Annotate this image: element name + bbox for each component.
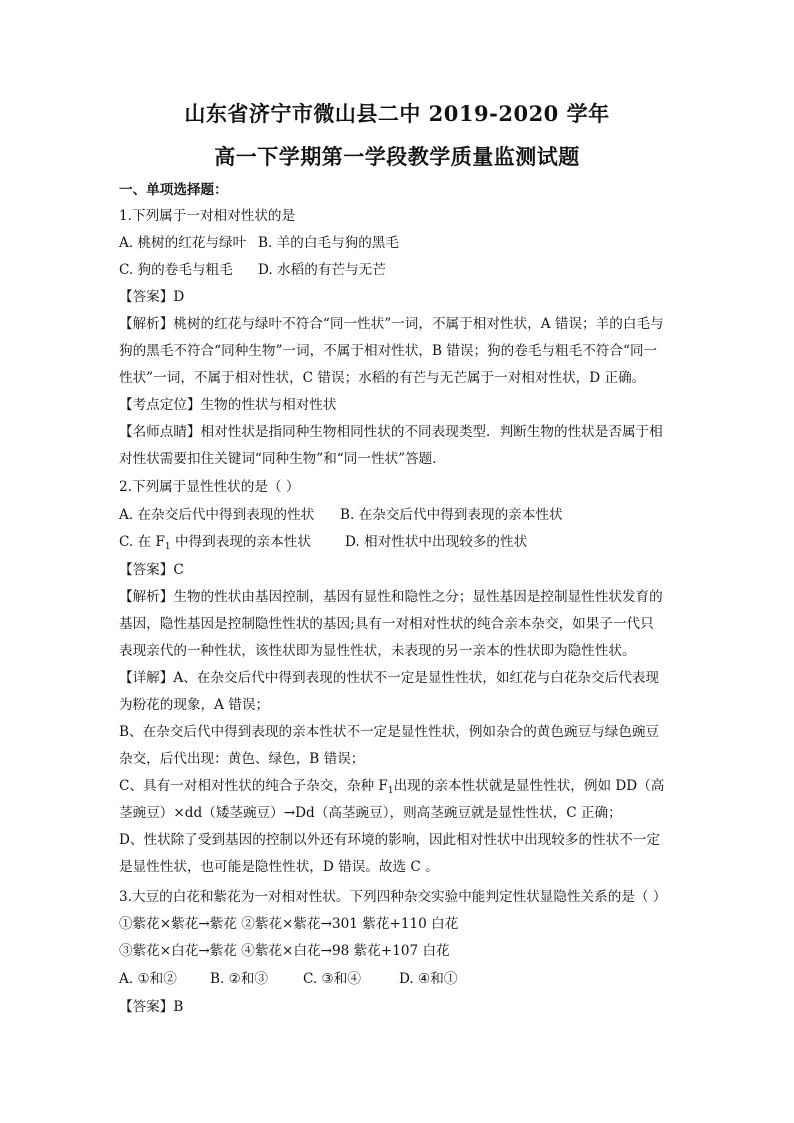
q2-detail-line: B、在杂交后代中得到表现的亲本性状不一定是显性性状，例如杂合的黄色豌豆与绿色豌豆	[119, 724, 660, 740]
q2-analysis-line: 【解析】生物的性状由基因控制，基因有显性和隐性之分；显性基因是控制显性性状发育的	[119, 589, 663, 605]
q2-detail-c-line: C、具有一对相对性状的纯合子杂交，杂种 $F_1$出现的亲本性状就是显性性状，例如 DD（高	[119, 778, 665, 796]
q3-experiment-line: ③紫花×白花→紫花 ④紫花×白花→98 紫花+107 白花	[119, 943, 450, 959]
q3-experiment-line: ①紫花×紫花→紫花 ②紫花×紫花→301 紫花+110 白花	[119, 916, 459, 932]
q1-option-b: B. 羊的白毛与狗的黑毛	[258, 235, 399, 251]
q2-options-row1	[119, 506, 691, 524]
q2-analysis-line: 表现亲代的一种性状，该性状即为显性性状，未表现的另一亲本的性状即为隐性性状。	[119, 643, 636, 659]
q1-option-d: D. 水稻的有芒与无芒	[258, 262, 386, 278]
q2-detail-line: 是显性性状，也可能是隐性性状，D 错误。故选 C 。	[119, 859, 439, 875]
q2-option-d: D. 相对性状中出现较多的性状	[345, 534, 528, 550]
section-heading: 一、单项选择题：	[119, 182, 228, 198]
q1-option-a: A. 桃树的红花与绿叶	[119, 235, 247, 251]
q1-kaodian: 【考点定位】生物的性状与相对性状	[119, 397, 337, 413]
q1-options-row2	[119, 261, 691, 279]
q1-option-c: C. 狗的卷毛与粗毛	[119, 262, 233, 278]
q3-option-c: C. ③和④	[303, 971, 361, 987]
q3-answer: 【答案】B	[119, 999, 184, 1015]
q2-options-row2	[119, 533, 691, 553]
q2-answer: 【答案】C	[119, 562, 184, 578]
q2-detail-line: D、性状除了受到基因的控制以外还有环境的影响，因此相对性状中出现较多的性状不一定	[119, 832, 661, 848]
q1-dianjing-line: 对性状需要扣住关键词“同种生物”和“同一性状”答题．	[119, 451, 446, 467]
q1-dianjing-line: 【名师点睛】相对性状是指同种生物相同性状的不同表现类型．判断生物的性状是否属于相	[119, 424, 663, 440]
q3-option-d: D. ④和①	[399, 971, 458, 987]
q1-analysis-line: 性状”一词，不属于相对性状，C 错误；水稻的有芒与无芒属于一对相对性状，D 正确。	[119, 370, 646, 386]
q1-stem: 1.下列属于一对相对性状的是	[119, 208, 296, 224]
q1-analysis-line: 狗的黑毛不符合“同种生物”一词，不属于相对性状，B 错误；狗的卷毛与粗毛不符合“同一	[119, 343, 658, 359]
document-title-line2: 高一下学期第一学段教学质量监测试题	[214, 144, 580, 169]
q2-option-a: A. 在杂交后代中得到表现的性状	[119, 507, 315, 523]
q3-option-a: A. ①和②	[119, 971, 177, 987]
q1-options-row1	[119, 234, 691, 252]
q1-answer: 【答案】D	[119, 289, 185, 305]
q3-options-row	[119, 970, 691, 988]
q1-analysis-line: 【解析】桃树的红花与绿叶不符合“同一性状”一词，不属于相对性状，A 错误；羊的白毛与	[119, 316, 664, 332]
q3-option-b: B. ②和③	[210, 971, 269, 987]
q2-detail-line: 【详解】A、在杂交后代中得到表现的性状不一定是显性性状，如红花与白花杂交后代表现	[119, 670, 659, 686]
q2-detail-line: 为粉花的现象，A 错误；	[119, 697, 270, 713]
q3-stem: 3.大豆的白花和紫花为一对相对性状。下列四种杂交实验中能判定性状显隐性关系的是（ ）	[119, 889, 667, 905]
q2-detail-line: 茎豌豆）×dd（矮茎豌豆）→Dd（高茎豌豆），则高茎豌豆就是显性性状，C 正确；	[119, 805, 622, 821]
q2-detail-line: 杂交，后代出现：黄色、绿色，B 错误；	[119, 751, 365, 767]
q2-option-b: B. 在杂交后代中得到表现的亲本性状	[340, 507, 563, 523]
q2-analysis-line: 基因，隐性基因是控制隐性性状的基因;具有一对相对性状的纯合亲本杂交，如果子一代只	[119, 616, 654, 632]
q2-option-c: C. 在 $F_1$ 中得到表现的亲本性状	[119, 534, 311, 552]
document-title-line1: 山东省济宁市微山县二中 2019-2020 学年	[184, 101, 610, 126]
q2-stem: 2.下列属于显性性状的是（ ）	[119, 479, 300, 495]
